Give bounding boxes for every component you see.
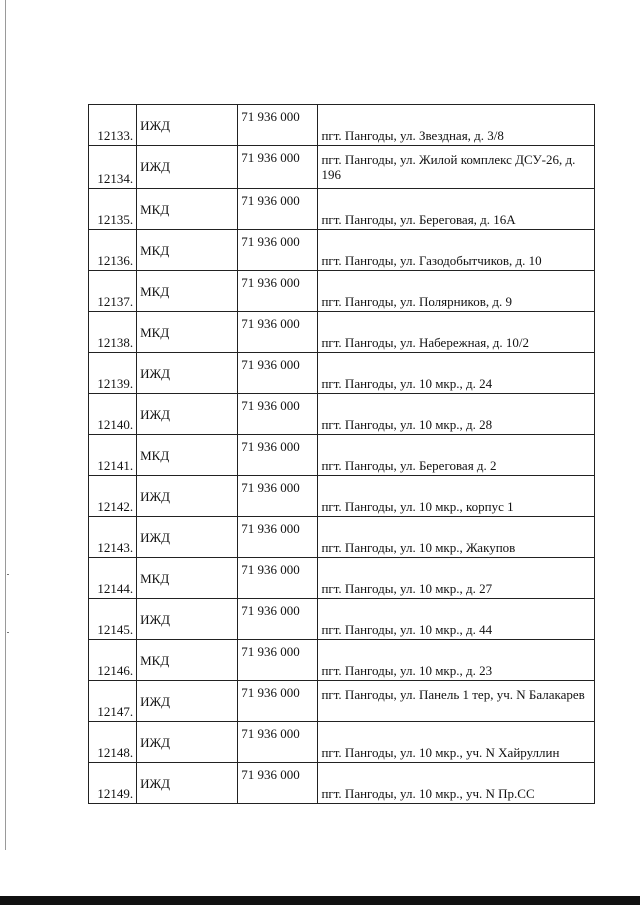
table-row [89,681,595,722]
address-cell [318,189,595,230]
row-number-cell [89,558,137,599]
address-cell [318,681,595,722]
table-row [89,353,595,394]
okato-code: 71 936 000 [241,150,300,165]
address-cell [318,271,595,312]
okato-code: 71 936 000 [241,521,300,536]
building-type: ИЖД [140,612,170,627]
address: пгт. Пангоды, ул. Панель 1 тер, уч. N Балакарев [321,687,585,702]
building-type: ИЖД [140,530,170,545]
okato-code: 71 936 000 [241,726,300,741]
okato-code-cell [238,763,318,804]
address: пгт. Пангоды, ул. 10 мкр., д. 28 [321,417,493,432]
address-cell [318,394,595,435]
row-number: 12144. [97,581,134,596]
okato-code-cell [238,353,318,394]
building-type: ИЖД [140,366,170,381]
address-cell [318,312,595,353]
building-type-cell [137,230,238,271]
building-type-cell [137,722,238,763]
okato-code: 71 936 000 [241,316,300,331]
row-number-cell [89,435,137,476]
address: пгт. Пангоды, ул. Набережная, д. 10/2 [321,335,529,350]
row-number-cell [89,312,137,353]
building-type-cell [137,146,238,189]
okato-code: 71 936 000 [241,562,300,577]
row-number-cell [89,146,137,189]
row-number: 12138. [97,335,134,350]
okato-code: 71 936 000 [241,603,300,618]
okato-code: 71 936 000 [241,109,300,124]
address: пгт. Пангоды, ул. 10 мкр., д. 24 [321,376,493,391]
building-type-cell [137,763,238,804]
okato-code-cell [238,105,318,146]
row-number-cell [89,189,137,230]
building-type-cell [137,312,238,353]
table-row [89,230,595,271]
building-type: ИЖД [140,776,170,791]
okato-code: 71 936 000 [241,480,300,495]
okato-code-cell [238,722,318,763]
building-type-cell [137,476,238,517]
address-cell [318,599,595,640]
row-number-cell [89,517,137,558]
building-type-cell [137,640,238,681]
table-row [89,599,595,640]
building-type: МКД [140,325,170,340]
row-number-cell [89,105,137,146]
building-type-cell [137,681,238,722]
row-number-cell [89,230,137,271]
address: пгт. Пангоды, ул. Звездная, д. 3/8 [321,128,504,143]
row-number-cell [89,353,137,394]
row-number-cell [89,681,137,722]
building-type-cell [137,271,238,312]
address-cell [318,476,595,517]
address: пгт. Пангоды, ул. 10 мкр., д. 44 [321,622,493,637]
registry-table [88,104,595,804]
building-type: ИЖД [140,118,170,133]
building-type-cell [137,353,238,394]
row-number-cell [89,763,137,804]
okato-code-cell [238,271,318,312]
address-cell [318,105,595,146]
address: пгт. Пангоды, ул. 10 мкр., д. 27 [321,581,493,596]
scan-bottom-edge [0,896,640,905]
building-type-cell [137,435,238,476]
row-number: 12134. [97,171,134,186]
table-row [89,105,595,146]
address-cell [318,230,595,271]
row-number: 12139. [97,376,134,391]
table-row [89,189,595,230]
row-number: 12146. [97,663,134,678]
okato-code-cell [238,681,318,722]
address: пгт. Пангоды, ул. 10 мкр., Жакупов [321,540,516,555]
address-cell [318,558,595,599]
row-number: 12136. [97,253,134,268]
building-type: МКД [140,448,170,463]
address: пгт. Пангоды, ул. Береговая, д. 16А [321,212,516,227]
row-number-cell [89,271,137,312]
okato-code: 71 936 000 [241,357,300,372]
okato-code-cell [238,312,318,353]
table-row [89,476,595,517]
registry-table-body [89,105,595,804]
building-type: МКД [140,571,170,586]
building-type-cell [137,517,238,558]
okato-code-cell [238,558,318,599]
address: пгт. Пангоды, ул. 10 мкр., уч. N Пр.СС [321,786,535,801]
row-number: 12137. [97,294,134,309]
okato-code-cell [238,476,318,517]
building-type: МКД [140,243,170,258]
okato-code: 71 936 000 [241,767,300,782]
row-number: 12145. [97,622,134,637]
okato-code: 71 936 000 [241,685,300,700]
okato-code-cell [238,599,318,640]
okato-code-cell [238,517,318,558]
row-number-cell [89,476,137,517]
address: пгт. Пангоды, ул. 10 мкр., уч. N Хайруллин [321,745,560,760]
row-number: 12140. [97,417,134,432]
address-cell [318,517,595,558]
address-cell [318,146,595,189]
building-type-cell [137,558,238,599]
okato-code: 71 936 000 [241,234,300,249]
table-row [89,146,595,189]
table-row [89,558,595,599]
row-number-cell [89,722,137,763]
row-number: 12133. [97,128,134,143]
address-cell [318,353,595,394]
building-type: МКД [140,202,170,217]
address: пгт. Пангоды, ул. 10 мкр., д. 23 [321,663,493,678]
row-number: 12148. [97,745,134,760]
scan-speck [7,632,9,633]
building-type: ИЖД [140,489,170,504]
address: пгт. Пангоды, ул. Жилой комплекс ДСУ-26, д. 196 [321,152,576,182]
address: пгт. Пангоды, ул. Береговая д. 2 [321,458,497,473]
table-row [89,722,595,763]
row-number: 12142. [97,499,134,514]
building-type: ИЖД [140,159,170,174]
okato-code: 71 936 000 [241,398,300,413]
row-number-cell [89,394,137,435]
building-type-cell [137,394,238,435]
row-number-cell [89,599,137,640]
table-row [89,763,595,804]
row-number: 12143. [97,540,134,555]
okato-code-cell [238,189,318,230]
address-cell [318,435,595,476]
scan-speck [7,574,9,575]
table-row [89,435,595,476]
address-cell [318,722,595,763]
building-type-cell [137,105,238,146]
table-row [89,271,595,312]
okato-code-cell [238,230,318,271]
table-row [89,517,595,558]
row-number: 12147. [97,704,134,719]
address: пгт. Пангоды, ул. Полярников, д. 9 [321,294,512,309]
okato-code-cell [238,394,318,435]
table-row [89,394,595,435]
scan-left-edge [5,0,6,850]
address: пгт. Пангоды, ул. 10 мкр., корпус 1 [321,499,514,514]
building-type: МКД [140,653,170,668]
address: пгт. Пангоды, ул. Газодобытчиков, д. 10 [321,253,542,268]
building-type-cell [137,599,238,640]
table-row [89,312,595,353]
address-cell [318,763,595,804]
building-type: ИЖД [140,735,170,750]
address-cell [318,640,595,681]
table-row [89,640,595,681]
okato-code-cell [238,146,318,189]
row-number: 12141. [97,458,134,473]
okato-code-cell [238,640,318,681]
row-number-cell [89,640,137,681]
okato-code: 71 936 000 [241,193,300,208]
okato-code: 71 936 000 [241,644,300,659]
building-type: ИЖД [140,407,170,422]
okato-code: 71 936 000 [241,439,300,454]
building-type: ИЖД [140,694,170,709]
okato-code-cell [238,435,318,476]
building-type-cell [137,189,238,230]
building-type: МКД [140,284,170,299]
okato-code: 71 936 000 [241,275,300,290]
row-number: 12149. [97,786,134,801]
row-number: 12135. [97,212,134,227]
